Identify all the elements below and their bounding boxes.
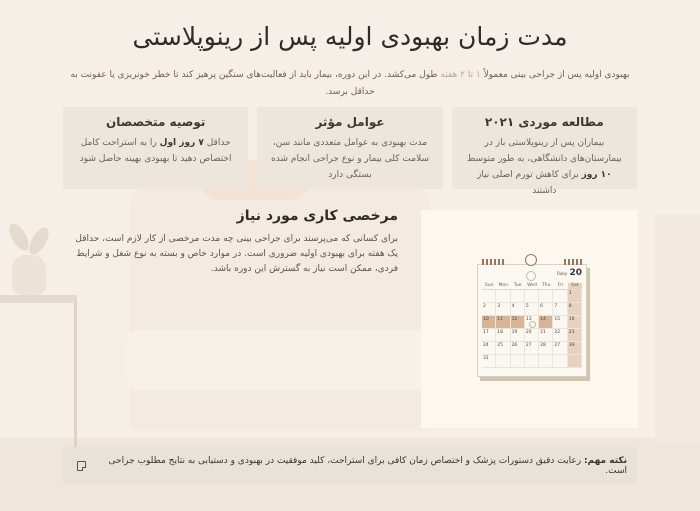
calendar-day: [482, 290, 496, 303]
info-cards: [63, 107, 637, 196]
calendar-day: 16: [568, 316, 582, 329]
calendar-day: 14: [539, 316, 553, 329]
calendar-day: 18: [496, 329, 510, 342]
important-note: [63, 447, 637, 484]
calendar-day: [553, 290, 567, 303]
calendar-day: 11: [496, 316, 510, 329]
calendar-day: 27: [525, 342, 539, 355]
calendar-day: 27: [553, 342, 567, 355]
calendar-grid: [482, 283, 582, 368]
calendar-day: 8: [568, 303, 582, 316]
calendar-day: 10: [482, 316, 496, 329]
calendar-hook-icon: [525, 254, 537, 266]
calendar-day: 15: [553, 316, 567, 329]
calendar-day: 31: [482, 355, 496, 368]
calendar-day: 21: [539, 329, 553, 342]
intro-text-end: طول می‌کشد. در این دوره، بیمار باید از فعالیت‌های سنگین پرهیز کند تا خطر خونریزی یا عفونت به حداقل برسد.: [70, 70, 441, 97]
calendar-day: [539, 290, 553, 303]
weekday-header: Wed: [525, 283, 539, 290]
calendar-illustration-panel: [421, 210, 638, 428]
weekday-header: Sun: [482, 283, 496, 290]
calendar-day: [511, 290, 525, 303]
calendar-day: 5: [525, 303, 539, 316]
calendar-day: [539, 355, 553, 368]
calendar-day: [525, 355, 539, 368]
intro-text: بهبودی اولیه پس از جراحی بینی معمولاً: [480, 70, 630, 80]
calendar-day: 26: [511, 342, 525, 355]
weekday-header: Mon: [496, 283, 510, 290]
calendar-day: 2: [482, 303, 496, 316]
calendar-day: 13: [525, 316, 539, 329]
side-table-illustration: [0, 295, 77, 453]
calendar-day: [553, 355, 567, 368]
work-leave-section: [68, 208, 398, 277]
note-text: نکته مهم: رعایت دقیق دستورات پزشک و اختصاص زمان کافی برای استراحت، کلید موفقیت در بهبودی و دستیابی به نتایج مطلوب جراحی است.: [108, 455, 627, 476]
weekday-header: Fri: [553, 283, 567, 290]
calendar-day: 1: [568, 290, 582, 303]
leaf-icon: [25, 225, 52, 258]
calendar-day: 22: [553, 329, 567, 342]
weekday-header: Thu: [539, 283, 553, 290]
calendar-hole: [526, 271, 536, 281]
calendar-day: 3: [496, 303, 510, 316]
right-decor-illustration: [655, 215, 700, 445]
calendar-day: 28: [539, 342, 553, 355]
weekday-header: Sat: [568, 283, 582, 290]
calendar-day: [511, 355, 525, 368]
card-expert-advice: [63, 107, 248, 189]
calendar-day: 17: [482, 329, 496, 342]
calendar-day: [525, 290, 539, 303]
intro-highlight: ۱ تا ۲ هفته: [440, 70, 481, 80]
card-factors: [257, 107, 442, 189]
sofa-seat-illustration: [125, 330, 435, 390]
calendar-day: 6: [539, 303, 553, 316]
card-title: مطالعه موردی ۲۰۲۱: [484, 115, 604, 129]
section-text: برای کسانی که می‌پرسند برای جراحی بینی چه مدت مرخصی از کار لازم است، حداقل یک هفته برای بهبودی اولیه ضروری است. در موارد خاص و بسته به نوع شغل و شرایط فردی، ممکن است نیاز به گسترش این دوره باشد.: [75, 234, 398, 274]
section-title: مرخصی کاری مورد نیاز: [236, 208, 398, 224]
card-title: عوامل مؤثر: [315, 115, 385, 129]
calendar-icon: [477, 264, 587, 377]
calendar-day: [496, 355, 510, 368]
calendar-day: [568, 355, 582, 368]
calendar-day: 24: [482, 342, 496, 355]
calendar-day: 39: [568, 342, 582, 355]
calendar-day: 23: [568, 329, 582, 342]
calendar-day: 4: [511, 303, 525, 316]
calendar-day: 12: [511, 316, 525, 329]
page-title: مدت زمان بهبودی اولیه پس از رینوپلاستی: [132, 22, 568, 51]
card-case-study: [452, 107, 637, 196]
card-text: مدت بهبودی به عوامل متعددی مانند سن، سلامت کلی بیمار و نوع جراحی انجام شده بستگی دارد: [271, 138, 429, 180]
calendar-month: Ruby 20: [557, 268, 582, 278]
note-icon: [77, 461, 86, 471]
intro-paragraph: [70, 67, 630, 101]
calendar-day: 7: [553, 303, 567, 316]
card-title: توصیه متخصصان: [106, 115, 206, 129]
calendar-day: [496, 290, 510, 303]
weekday-header: Tue: [511, 283, 525, 290]
card-text: بیماران پس از رینوپلاستی باز در بیمارستان‌های دانشگاهی، به طور متوسط ۱۰ روز برای کاهش تورم اصلی نیاز داشتند: [466, 138, 622, 196]
calendar-day: 19: [511, 329, 525, 342]
card-text: حداقل ۷ روز اول را به استراحت کامل اختصاص دهید تا بهبودی بهینه حاصل شود: [79, 138, 232, 164]
calendar-day: 20: [525, 329, 539, 342]
calendar-day: 25: [496, 342, 510, 355]
vase-illustration: [12, 255, 46, 295]
